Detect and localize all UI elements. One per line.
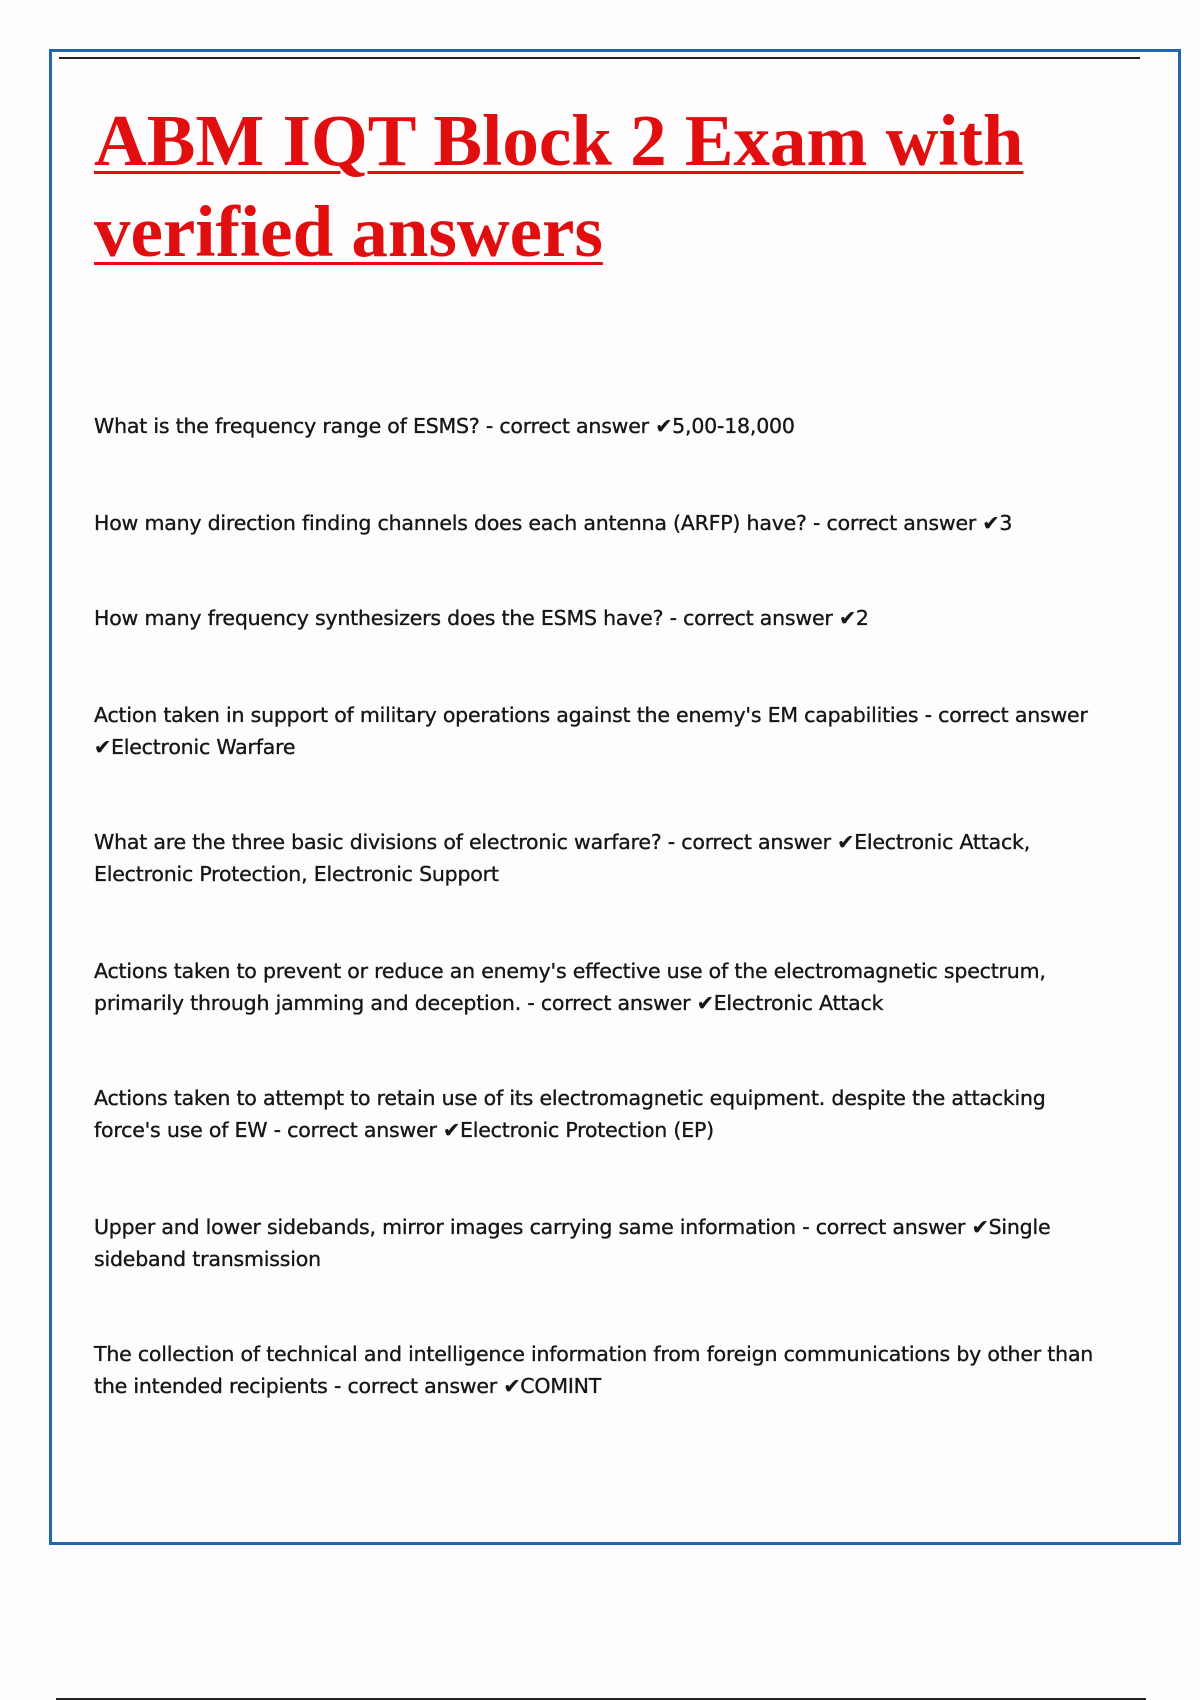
qa-item-2: How many direction finding channels does each antenna (ARFP) have? - correct answer ✔3 [94,511,1013,535]
qa-item-5: What are the three basic divisions of electronic warfare? - correct answer ✔Electronic Attack, Electronic Protection, Electronic Support [94,830,1031,886]
qa-item-7: Actions taken to attempt to retain use of its electromagnetic equipment. despite the attacking force's use of EW - correct answer ✔Electronic Protection (EP) [94,1086,1046,1142]
qa-item-3: How many frequency synthesizers does the ESMS have? - correct answer ✔2 [94,606,869,630]
qa-item-9: The collection of technical and intelligence information from foreign communications by other than the intended recipients - correct answer ✔COMINT [94,1342,1094,1398]
qa-item-8: Upper and lower sidebands, mirror images carrying same information - correct answer ✔Single sideband transmission [94,1215,1051,1271]
document-title: ABM IQT Block 2 Exam with verified answers [94,100,1024,272]
qa-item-4: Action taken in support of military operations against the enemy's EM capabilities - correct answer ✔Electronic Warfare [94,703,1088,759]
top-rule [59,57,1140,59]
qa-item-6: Actions taken to prevent or reduce an enemy's effective use of the electromagnetic spectrum, primarily through jamming and deception. - correct answer ✔Electronic Attack [94,959,1046,1015]
qa-item-1: What is the frequency range of ESMS? - correct answer ✔5,00-18,000 [94,414,795,438]
